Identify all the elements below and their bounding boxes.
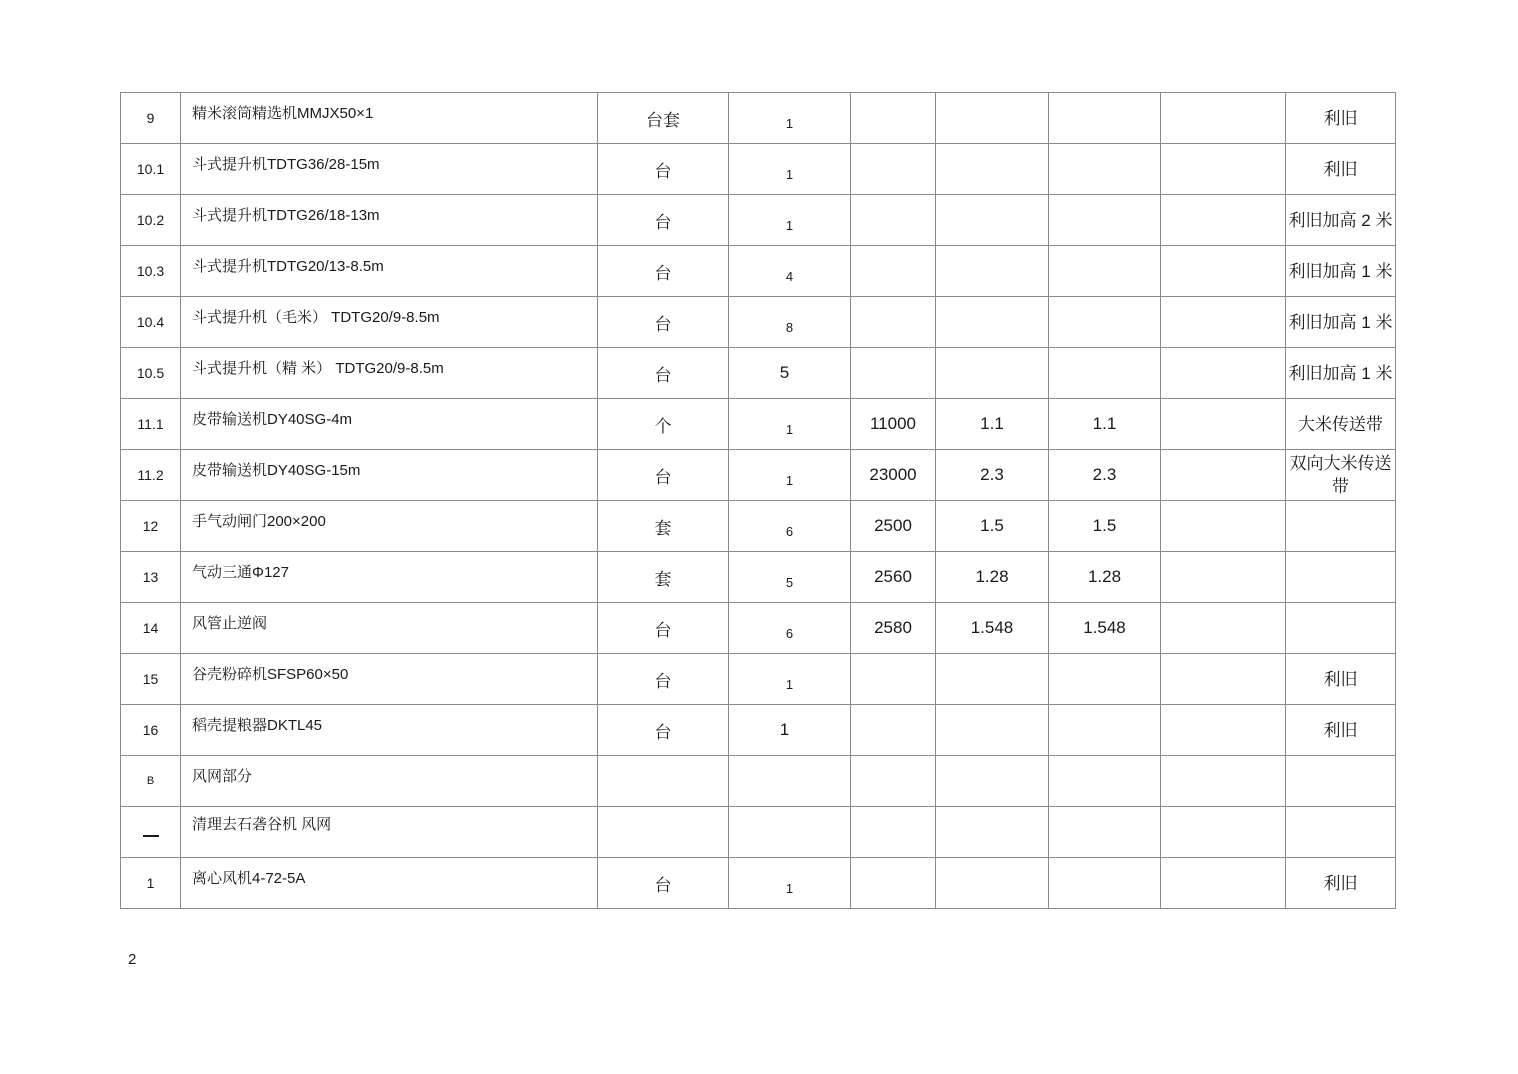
item-amount-3 <box>1161 756 1286 807</box>
item-amount-2: 1.5 <box>1049 501 1161 552</box>
item-unit-price: 2500 <box>851 501 936 552</box>
item-remark: 双向大米传送带 <box>1286 450 1396 501</box>
item-unit-price <box>851 807 936 858</box>
table-row <box>121 144 1396 195</box>
table-row <box>121 93 1396 144</box>
item-number: 11.1 <box>121 399 181 450</box>
table-row <box>121 603 1396 654</box>
item-unit: 台 <box>598 603 729 654</box>
subsection-dash <box>143 835 159 837</box>
item-number: 10.3 <box>121 246 181 297</box>
table-row <box>121 756 1396 807</box>
item-amount-3 <box>1161 705 1286 756</box>
item-amount-3 <box>1161 348 1286 399</box>
item-amount-2: 1.28 <box>1049 552 1161 603</box>
item-number: 12 <box>121 501 181 552</box>
item-remark <box>1286 807 1396 858</box>
item-quantity: 1 <box>729 450 851 501</box>
item-unit-price <box>851 654 936 705</box>
item-unit-price: 2580 <box>851 603 936 654</box>
item-amount-3 <box>1161 195 1286 246</box>
item-quantity: 6 <box>729 603 851 654</box>
section-letter: B <box>121 756 181 807</box>
item-remark: 大米传送带 <box>1286 399 1396 450</box>
item-name: 离心风机4-72-5A <box>181 858 598 909</box>
item-amount: 1.5 <box>936 501 1049 552</box>
item-unit: 台套 <box>598 93 729 144</box>
item-amount-3 <box>1161 807 1286 858</box>
table-row <box>121 807 1396 858</box>
item-amount-2: 2.3 <box>1049 450 1161 501</box>
item-number: 14 <box>121 603 181 654</box>
item-remark: 利旧 <box>1286 93 1396 144</box>
subsection-title: 清理去石砻谷机 风网 <box>181 807 598 858</box>
item-unit: 台 <box>598 654 729 705</box>
item-quantity: 1 <box>729 144 851 195</box>
item-amount-2 <box>1049 654 1161 705</box>
item-remark: 利旧 <box>1286 705 1396 756</box>
item-remark: 利旧加高 1 米 <box>1286 297 1396 348</box>
item-amount-3 <box>1161 297 1286 348</box>
item-amount-2 <box>1049 807 1161 858</box>
item-name: 稻壳提粮器DKTL45 <box>181 705 598 756</box>
item-unit: 台 <box>598 144 729 195</box>
item-unit: 台 <box>598 450 729 501</box>
item-unit: 个 <box>598 399 729 450</box>
item-amount: 1.1 <box>936 399 1049 450</box>
item-remark: 利旧 <box>1286 858 1396 909</box>
table-row <box>121 399 1396 450</box>
item-number: 11.2 <box>121 450 181 501</box>
item-unit-price <box>851 93 936 144</box>
item-quantity: 1 <box>729 654 851 705</box>
section-title: 风网部分 <box>181 756 598 807</box>
item-amount: 1.28 <box>936 552 1049 603</box>
item-unit: 套 <box>598 501 729 552</box>
item-quantity: 1 <box>729 399 851 450</box>
item-unit: 台 <box>598 348 729 399</box>
item-name: 谷壳粉碎机SFSP60×50 <box>181 654 598 705</box>
item-quantity: 5 <box>729 348 851 399</box>
item-number: 10.2 <box>121 195 181 246</box>
item-amount-2 <box>1049 93 1161 144</box>
item-name: 斗式提升机TDTG20/13-8.5m <box>181 246 598 297</box>
item-unit-price <box>851 705 936 756</box>
equipment-table <box>120 92 1396 909</box>
item-number: 13 <box>121 552 181 603</box>
item-remark <box>1286 552 1396 603</box>
item-amount-3 <box>1161 501 1286 552</box>
item-amount-2 <box>1049 348 1161 399</box>
item-quantity: 4 <box>729 246 851 297</box>
item-amount-2 <box>1049 705 1161 756</box>
item-amount <box>936 195 1049 246</box>
item-amount-2 <box>1049 858 1161 909</box>
item-amount <box>936 756 1049 807</box>
item-amount-3 <box>1161 552 1286 603</box>
table-row <box>121 858 1396 909</box>
item-amount-2: 1.548 <box>1049 603 1161 654</box>
table-row <box>121 195 1396 246</box>
item-number: 1 <box>121 858 181 909</box>
item-amount-3 <box>1161 450 1286 501</box>
item-number: 10.1 <box>121 144 181 195</box>
item-amount: 2.3 <box>936 450 1049 501</box>
item-quantity: 1 <box>729 195 851 246</box>
item-name: 皮带输送机DY40SG-4m <box>181 399 598 450</box>
item-number: 9 <box>121 93 181 144</box>
table-row <box>121 246 1396 297</box>
item-name: 斗式提升机TDTG26/18-13m <box>181 195 598 246</box>
item-amount-2 <box>1049 195 1161 246</box>
item-quantity: 8 <box>729 297 851 348</box>
item-amount: 1.548 <box>936 603 1049 654</box>
table-row <box>121 297 1396 348</box>
item-unit: 台 <box>598 246 729 297</box>
item-quantity: 1 <box>729 93 851 144</box>
item-amount-2 <box>1049 144 1161 195</box>
table-row <box>121 654 1396 705</box>
item-amount-2 <box>1049 246 1161 297</box>
item-unit <box>598 756 729 807</box>
table-row <box>121 501 1396 552</box>
item-quantity <box>729 807 851 858</box>
item-amount-2: 1.1 <box>1049 399 1161 450</box>
item-unit-price <box>851 144 936 195</box>
item-quantity <box>729 756 851 807</box>
item-number: 10.4 <box>121 297 181 348</box>
item-amount <box>936 348 1049 399</box>
item-unit: 台 <box>598 297 729 348</box>
item-name: 斗式提升机（毛米） TDTG20/9-8.5m <box>181 297 598 348</box>
item-unit-price <box>851 246 936 297</box>
item-amount <box>936 858 1049 909</box>
item-name: 精米滚筒精选机MMJX50×1 <box>181 93 598 144</box>
item-amount-3 <box>1161 246 1286 297</box>
item-unit-price <box>851 297 936 348</box>
item-unit-price <box>851 195 936 246</box>
item-amount <box>936 93 1049 144</box>
item-amount-2 <box>1049 756 1161 807</box>
item-number: 10.5 <box>121 348 181 399</box>
item-unit-price <box>851 756 936 807</box>
item-amount <box>936 705 1049 756</box>
item-quantity: 1 <box>729 705 851 756</box>
item-remark: 利旧加高 1 米 <box>1286 246 1396 297</box>
table-row <box>121 552 1396 603</box>
table-row <box>121 450 1396 501</box>
item-name: 斗式提升机TDTG36/28-15m <box>181 144 598 195</box>
page-number: 2 <box>128 951 137 968</box>
subsection-number <box>121 807 181 858</box>
item-unit-price <box>851 858 936 909</box>
item-unit <box>598 807 729 858</box>
item-unit: 套 <box>598 552 729 603</box>
item-amount <box>936 297 1049 348</box>
item-amount-3 <box>1161 654 1286 705</box>
item-quantity: 1 <box>729 858 851 909</box>
item-unit-price: 23000 <box>851 450 936 501</box>
item-unit-price <box>851 348 936 399</box>
item-remark <box>1286 756 1396 807</box>
item-amount <box>936 654 1049 705</box>
item-quantity: 5 <box>729 552 851 603</box>
item-name: 手气动闸门200×200 <box>181 501 598 552</box>
item-name: 斗式提升机（精 米） TDTG20/9-8.5m <box>181 348 598 399</box>
item-amount-3 <box>1161 858 1286 909</box>
table-row <box>121 705 1396 756</box>
item-amount-3 <box>1161 93 1286 144</box>
item-amount <box>936 807 1049 858</box>
item-amount-2 <box>1049 297 1161 348</box>
item-remark: 利旧 <box>1286 654 1396 705</box>
item-amount-3 <box>1161 603 1286 654</box>
item-remark <box>1286 603 1396 654</box>
item-remark <box>1286 501 1396 552</box>
item-amount-3 <box>1161 144 1286 195</box>
item-remark: 利旧加高 2 米 <box>1286 195 1396 246</box>
item-remark: 利旧 <box>1286 144 1396 195</box>
item-remark: 利旧加高 1 米 <box>1286 348 1396 399</box>
item-name: 皮带输送机DY40SG-15m <box>181 450 598 501</box>
item-unit: 台 <box>598 195 729 246</box>
item-amount <box>936 246 1049 297</box>
item-number: 15 <box>121 654 181 705</box>
item-unit: 台 <box>598 858 729 909</box>
item-unit: 台 <box>598 705 729 756</box>
item-amount-3 <box>1161 399 1286 450</box>
item-number: 16 <box>121 705 181 756</box>
item-amount <box>936 144 1049 195</box>
table-row <box>121 348 1396 399</box>
item-unit-price: 11000 <box>851 399 936 450</box>
item-name: 风管止逆阀 <box>181 603 598 654</box>
item-unit-price: 2560 <box>851 552 936 603</box>
item-name: 气动三通Φ127 <box>181 552 598 603</box>
item-quantity: 6 <box>729 501 851 552</box>
